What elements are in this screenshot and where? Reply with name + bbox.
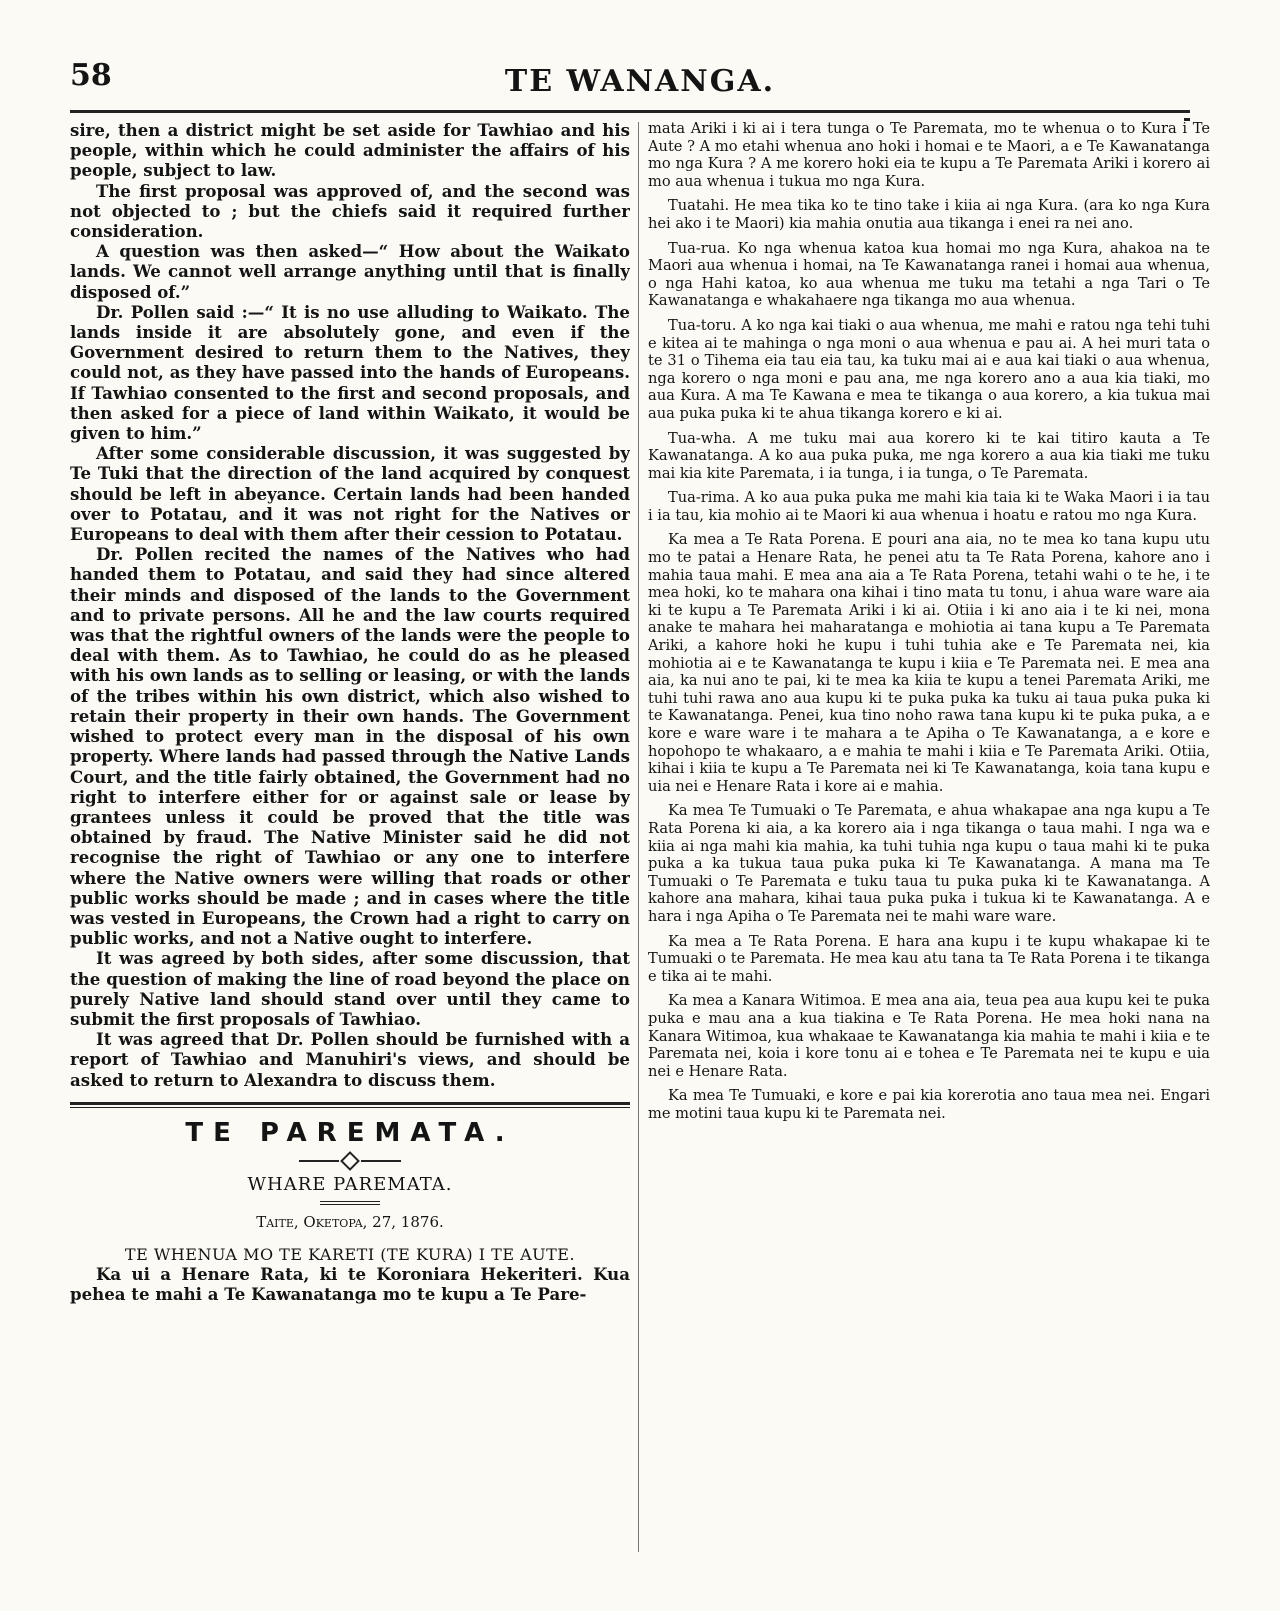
- header-rule: [70, 110, 1190, 113]
- article-paragraph: Tua-rua. Ko nga whenua katoa kua homai mo nga Kura, ahakoa na te Maori aua whenua i homai, na Te Kawanatanga ranei i homai aua whenua, o nga Hahi katoa, ko aua whenua me tuku ma tetahi a nga Tari o Te Kawanatanga e whakahaere nga tikanga mo aua whenua.: [648, 239, 1210, 310]
- left-column: [70, 120, 630, 1591]
- article-paragraph: Tua-toru. A ko nga kai tiaki o aua whenua, me mahi e ratou nga tehi tuhi e kitea ai te mahinga o nga moni o aua whenua e pau ai. A hei muri tata o te 31 o Tihema eia tau eia tau, ka tuku mai ai e aua kai tiaki o aua whenua, nga korero o nga moni e pau ana, me nga korero ano a aua kia tiaki, mo aua Kura. A ma Te Kawana e mea te tikanga o aua korero, a kia tukua mai aua puka puka ki te ahua tikanga korero e ki ai.: [648, 316, 1210, 422]
- article-paragraph: It was agreed by both sides, after some discussion, that the question of making the line of road beyond the place on purely Native land should stand over until they came to submit the first proposals of Tawhiao.: [70, 948, 630, 1029]
- masthead: TE WANANGA.: [504, 64, 776, 99]
- article-paragraph: Ka mea Te Tumuaki, e kore e pai kia korerotia ano taua mea nei. Engari me motini taua kupu ki te Paremata nei.: [648, 1087, 1210, 1122]
- page-number: 58: [70, 58, 112, 93]
- article-paragraph: Dr. Pollen recited the names of the Natives who had handed them to Potatau, and said they had since altered their minds and disposed of the lands to the Government and to private persons. All he and the law courts required was that the rightful owners of the lands were the people to deal with them. As to Tawhiao, he could do as he pleased with his own lands as to selling or leasing, or with the lands of the tribes within his own district, which also wished to retain their property in their own hands. The Government wished to protect every man in the disposal of his own property. Where lands had passed through the Native Lands Court, and the title fairly obtained, the Government had no right to interfere either for or against sale or lease by grantees unless it could be proved that the title was obtained by fraud. The Native Minister said he did not recognise the right of Tawhiao or any one to interfere where the Native owners were willing that roads or other public works should be made ; and in cases where the title was vested in Europeans, the Crown had a right to carry on public works, and not a Native ought to interfere.: [70, 544, 630, 949]
- article-paragraph: The first proposal was approved of, and the second was not objected to ; but the chiefs said it required further consideration.: [70, 180, 630, 242]
- section-title: TE PAREMATA.: [185, 1117, 515, 1148]
- article-paragraph: mata Ariki i ki ai i tera tunga o Te Paremata, mo te whenua o to Kura i Te Aute ? A mo etahi whenua ano hoki i homai e te Maori, a e Te Kawanatanga mo nga Kura ? A me korero hoki eia te kupu a Te Paremata Ariki i korero ai mo aua whenua i tukua mo nga Kura.: [648, 120, 1210, 190]
- article-paragraph: Dr. Pollen said :—“ It is no use alluding to Waikato. The lands inside it are absolutely gone, and even if the Government desired to return them to the Natives, they could not, as they have passed into the hands of Europeans. If Tawhiao consented to the first and second proposals, and then asked for a piece of land within Waikato, it would be given to him.”: [70, 301, 630, 444]
- article-paragraph: A question was then asked—“ How about the Waikato lands. We cannot well arrange anything until that is finally disposed of.”: [70, 241, 630, 302]
- article-heading: TE WHENUA MO TE KARETI (TE KURA) I TE AUTE.: [124, 1244, 576, 1264]
- ornament-divider: [70, 1154, 630, 1168]
- article-paragraph: Tua-rima. A ko aua puka puka me mahi kia taia ki te Waka Maori i ia tau i ia tau, kia mohio ai te Maori ki aua whenua i hoatu e ratou mo nga Kura.: [648, 489, 1210, 524]
- short-rule: [320, 1201, 380, 1205]
- article-paragraph: It was agreed that Dr. Pollen should be furnished with a report of Tawhiao and Manuhiri's views, and should be asked to return to Alexandra to discuss them.: [70, 1029, 630, 1090]
- article-paragraph: Tuatahi. He mea tika ko te tino take i kiia ai nga Kura. (ara ko nga Kura hei ako i te Maori) kia mahia onutia aua tikanga i enei ra nei ano.: [648, 197, 1210, 232]
- column-divider: [638, 122, 639, 1552]
- article-paragraph: Ka ui a Henare Rata, ki te Koroniara Hekeriteri. Kua pehea te mahi a Te Kawanatanga mo te kupu a Te Pare-: [70, 1263, 630, 1304]
- article-paragraph: After some considerable discussion, it was suggested by Te Tuki that the direction of the land acquired by conquest should be left in abeyance. Certain lands had been handed over to Potatau, and it was not right for the Natives or Europeans to deal with them after their cession to Potatau.: [70, 443, 630, 545]
- dateline: Taite, Oketopa, 27, 1876.: [256, 1212, 444, 1231]
- article-paragraph: Ka mea a Te Rata Porena. E pouri ana aia, no te mea ko tana kupu utu mo te patai a Henare Rata, he penei atu ta Te Rata Porena, kahore ano i mahia taua mahi. E mea ana aia a Te Rata Porena, tetahi wahi o te he, i te mea hoki, ko te mahara ona kihai i tino mata tu tonu, i ahua ware ware aia ki te kupu a Te Paremata Ariki i ki ai. Otiia i ki ano aia i te ki nei, mona anake te mahara hei maharatanga e mohiotia ai tana kupu a Te Paremata Ariki, a kahore hoki he kupu i tuhi tuhia ake e Te Paremata nei, kia mohiotia ai e te Kawanatanga te kupu i kiia e Te Paremata nei. E mea ana aia, ka nui ano te pai, ki te mea ka kiia te kupu a tenei Paremata Ariki, me tuhi tuhi rawa ano aua kupu ki te puka puka ka tuku ai taua puka puka ki te Kawanatanga. Penei, kua tino noho rawa tana kupu ki te puka puka, a e kore e ware ware i te mahara a te Apiha o Te Kawanatanga, a e kore e hopohopo te whakaaro, a e mahia te mahi i kiia e Te Paremata Ariki. Otiia, kihai i kiia te kupu a Te Paremata nei ki Te Kawanatanga, koia tana kupu e uia nei e Henare Rata i kore ai e mahia.: [648, 531, 1210, 795]
- article-paragraph: Ka mea a Kanara Witimoa. E mea ana aia, teua pea aua kupu kei te puka puka e mau ana a kua tiakina e Te Rata Porena. He mea hoki nana na Kanara Witimoa, kua whakaae te Kawanatanga kia mahia te mahi i kiia e te Paremata nei, koia i kore tonu ai e tohea e Te Paremata nei te kupu e uia nei e Henare Rata.: [648, 992, 1210, 1080]
- article-paragraph: Ka mea Te Tumuaki o Te Paremata, e ahua whakapae ana nga kupu a Te Rata Porena ki aia, a ka korero aia i nga tikanga o taua mahi. I nga wa e kiia ai nga mahi kia mahia, ka tuhi tuhia nga kupu o taua mahi ki te puka puka a ka tukua taua puka puka ki Te Kawanatanga. A mana ma Te Tumuaki o Te Paremata e tuku taua tu puka puka ki te Kawanatanga. A kahore ana mahara, kihai taua puka puka i tukua ki te Kawanatanga. A e hara i nga Apiha o Te Paremata nei te mahi ware ware.: [648, 802, 1210, 925]
- article-paragraph: sire, then a district might be set aside for Tawhiao and his people, within which he could administer the affairs of his people, subject to law.: [70, 120, 630, 181]
- section-rule: [70, 1102, 630, 1108]
- article-paragraph: Tua-wha. A me tuku mai aua korero ki te kai titiro kauta a Te Kawanatanga. A ko aua puka puka, me nga korero a aua kia tiaki me tuku mai kia kite Paremata, i ia tunga, i ia tunga, o Te Paremata.: [648, 429, 1210, 482]
- section-subtitle: WHARE PAREMATA.: [247, 1173, 453, 1195]
- right-column: [648, 120, 1210, 1591]
- article-paragraph: Ka mea a Te Rata Porena. E hara ana kupu i te kupu whakapae ki te Tumuaki o te Paremata. He mea kau atu tana ta Te Rata Porena i te tikanga e tika ai te mahi.: [648, 932, 1210, 985]
